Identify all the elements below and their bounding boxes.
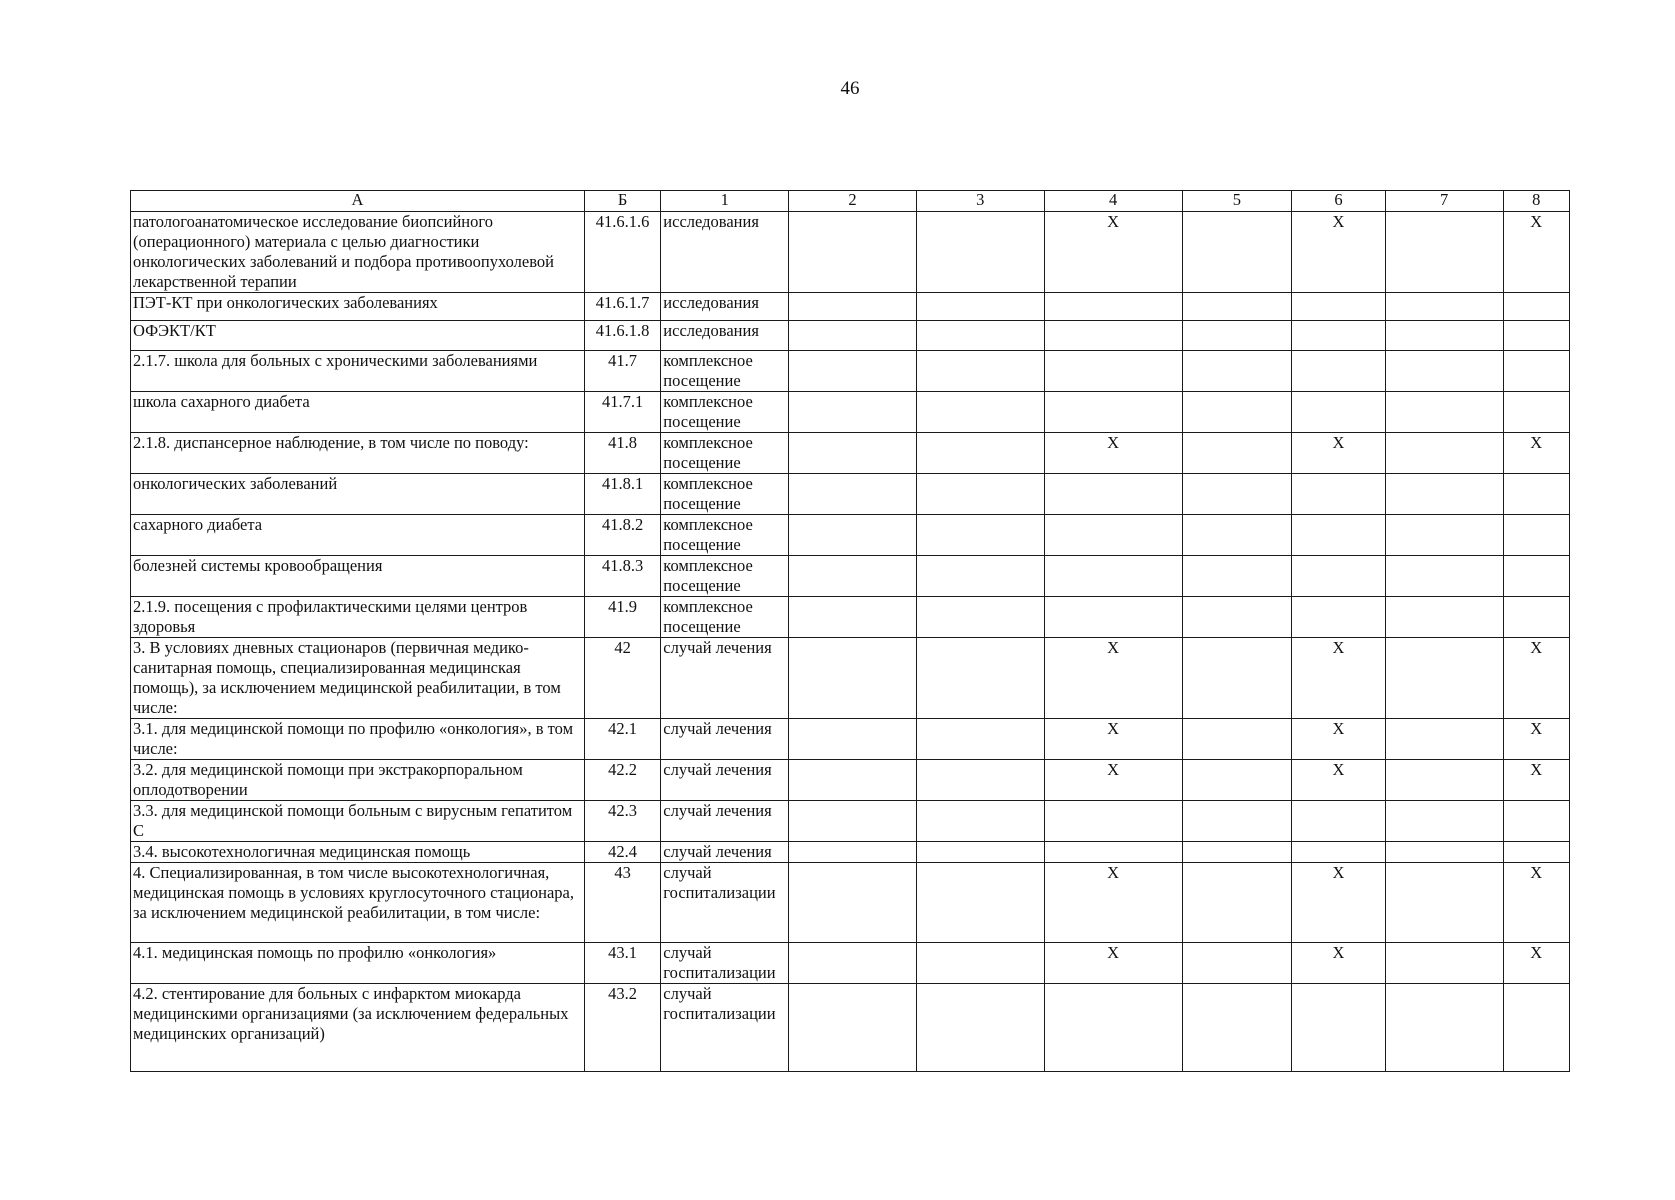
cell-col6	[1292, 597, 1386, 638]
cell-col6	[1292, 801, 1386, 842]
cell-code: 41.8.1	[584, 474, 660, 515]
cell-col4	[1044, 474, 1182, 515]
cell-col6	[1292, 842, 1386, 863]
cell-col3	[916, 760, 1044, 801]
header-cell-b: Б	[584, 191, 660, 212]
cell-col3	[916, 293, 1044, 321]
cell-col5	[1182, 474, 1292, 515]
cell-col5	[1182, 293, 1292, 321]
cell-name: 3.3. для медицинской помощи больным с вирусным гепатитом С	[131, 801, 585, 842]
header-cell-2: 2	[789, 191, 917, 212]
cell-name: 3. В условиях дневных стационаров (первичная медико-санитарная помощь, специализированная медицинская помощь), за исключением медицинской реабилитации, в том числе:	[131, 638, 585, 719]
cell-code: 41.8	[584, 433, 660, 474]
cell-unit: случай госпитализации	[661, 863, 789, 943]
cell-unit: комплексное посещение	[661, 474, 789, 515]
cell-name: 3.1. для медицинской помощи по профилю «онкология», в том числе:	[131, 719, 585, 760]
cell-col7	[1385, 212, 1503, 293]
cell-code: 43.1	[584, 943, 660, 984]
cell-col5	[1182, 321, 1292, 351]
cell-col5	[1182, 719, 1292, 760]
table-row	[131, 392, 1570, 433]
cell-col3	[916, 474, 1044, 515]
table-row	[131, 433, 1570, 474]
header-cell-a: А	[131, 191, 585, 212]
cell-col4	[1044, 293, 1182, 321]
cell-col4	[1044, 984, 1182, 1072]
cell-code: 42.1	[584, 719, 660, 760]
cell-code: 41.9	[584, 597, 660, 638]
cell-col7	[1385, 801, 1503, 842]
cell-col2	[789, 474, 917, 515]
cell-col7	[1385, 351, 1503, 392]
cell-code: 41.6.1.6	[584, 212, 660, 293]
cell-col7	[1385, 433, 1503, 474]
header-cell-3: 3	[916, 191, 1044, 212]
cell-col6: Х	[1292, 760, 1386, 801]
cell-unit: случай лечения	[661, 760, 789, 801]
cell-name: ПЭТ-КТ при онкологических заболеваниях	[131, 293, 585, 321]
cell-name: патологоанатомическое исследование биопсийного (операционного) материала с целью диагностики онкологических заболеваний и подбора противоопухолевой лекарственной терапии	[131, 212, 585, 293]
cell-col8: Х	[1503, 943, 1569, 984]
cell-unit: исследования	[661, 321, 789, 351]
table-row	[131, 719, 1570, 760]
cell-col3	[916, 351, 1044, 392]
cell-col4	[1044, 556, 1182, 597]
cell-unit: комплексное посещение	[661, 392, 789, 433]
cell-col3	[916, 556, 1044, 597]
table-row	[131, 801, 1570, 842]
cell-unit: комплексное посещение	[661, 597, 789, 638]
cell-col3	[916, 392, 1044, 433]
cell-unit: комплексное посещение	[661, 515, 789, 556]
cell-col4: Х	[1044, 212, 1182, 293]
cell-col8	[1503, 321, 1569, 351]
table-row	[131, 556, 1570, 597]
cell-code: 41.7.1	[584, 392, 660, 433]
cell-col2	[789, 556, 917, 597]
cell-col4: Х	[1044, 719, 1182, 760]
cell-col4	[1044, 321, 1182, 351]
cell-col6: Х	[1292, 212, 1386, 293]
table-row	[131, 212, 1570, 293]
cell-col2	[789, 515, 917, 556]
cell-col7	[1385, 863, 1503, 943]
cell-col6: Х	[1292, 943, 1386, 984]
data-table	[130, 190, 1570, 1072]
cell-col8	[1503, 474, 1569, 515]
cell-col4: Х	[1044, 433, 1182, 474]
cell-col8	[1503, 556, 1569, 597]
cell-col3	[916, 638, 1044, 719]
cell-unit: случай госпитализации	[661, 984, 789, 1072]
cell-col8: Х	[1503, 212, 1569, 293]
cell-col6	[1292, 556, 1386, 597]
table-row	[131, 474, 1570, 515]
cell-col4	[1044, 515, 1182, 556]
cell-col2	[789, 801, 917, 842]
cell-col2	[789, 392, 917, 433]
cell-col3	[916, 212, 1044, 293]
cell-col2	[789, 984, 917, 1072]
cell-code: 43	[584, 863, 660, 943]
cell-col8: Х	[1503, 719, 1569, 760]
cell-col6	[1292, 293, 1386, 321]
cell-col4: Х	[1044, 760, 1182, 801]
cell-col7	[1385, 943, 1503, 984]
cell-col6	[1292, 474, 1386, 515]
cell-col7	[1385, 638, 1503, 719]
table-row	[131, 943, 1570, 984]
cell-col5	[1182, 943, 1292, 984]
cell-col5	[1182, 801, 1292, 842]
cell-name: 2.1.9. посещения с профилактическими целями центров здоровья	[131, 597, 585, 638]
cell-col4	[1044, 597, 1182, 638]
table-row	[131, 515, 1570, 556]
cell-col2	[789, 863, 917, 943]
cell-col7	[1385, 984, 1503, 1072]
cell-col5	[1182, 984, 1292, 1072]
cell-code: 41.6.1.7	[584, 293, 660, 321]
cell-col5	[1182, 433, 1292, 474]
cell-code: 41.7	[584, 351, 660, 392]
cell-col3	[916, 842, 1044, 863]
cell-col7	[1385, 515, 1503, 556]
cell-col8: Х	[1503, 863, 1569, 943]
cell-code: 42.2	[584, 760, 660, 801]
table-body	[131, 212, 1570, 1072]
cell-col4: Х	[1044, 863, 1182, 943]
cell-col8	[1503, 351, 1569, 392]
cell-col3	[916, 433, 1044, 474]
cell-col7	[1385, 760, 1503, 801]
cell-col7	[1385, 719, 1503, 760]
cell-unit: комплексное посещение	[661, 556, 789, 597]
cell-col2	[789, 719, 917, 760]
cell-col3	[916, 321, 1044, 351]
cell-col7	[1385, 474, 1503, 515]
cell-col6: Х	[1292, 433, 1386, 474]
cell-col7	[1385, 392, 1503, 433]
cell-col4	[1044, 842, 1182, 863]
cell-name: 2.1.8. диспансерное наблюдение, в том числе по поводу:	[131, 433, 585, 474]
cell-col3	[916, 984, 1044, 1072]
cell-col3	[916, 597, 1044, 638]
cell-code: 41.8.2	[584, 515, 660, 556]
cell-name: ОФЭКТ/КТ	[131, 321, 585, 351]
cell-col7	[1385, 556, 1503, 597]
cell-col7	[1385, 842, 1503, 863]
cell-col5	[1182, 515, 1292, 556]
cell-col6	[1292, 984, 1386, 1072]
cell-code: 41.6.1.8	[584, 321, 660, 351]
table-row	[131, 638, 1570, 719]
cell-code: 42.4	[584, 842, 660, 863]
cell-name: 4.1. медицинская помощь по профилю «онкология»	[131, 943, 585, 984]
cell-code: 42	[584, 638, 660, 719]
cell-col2	[789, 943, 917, 984]
table-row	[131, 863, 1570, 943]
table-row	[131, 984, 1570, 1072]
cell-col3	[916, 801, 1044, 842]
cell-unit: случай госпитализации	[661, 943, 789, 984]
header-cell-6: 6	[1292, 191, 1386, 212]
cell-col6	[1292, 515, 1386, 556]
cell-col5	[1182, 638, 1292, 719]
cell-col4: Х	[1044, 943, 1182, 984]
cell-col7	[1385, 293, 1503, 321]
cell-col5	[1182, 597, 1292, 638]
cell-col7	[1385, 597, 1503, 638]
cell-col5	[1182, 392, 1292, 433]
table-row	[131, 760, 1570, 801]
cell-col5	[1182, 842, 1292, 863]
cell-col5	[1182, 760, 1292, 801]
cell-col4	[1044, 351, 1182, 392]
cell-col2	[789, 638, 917, 719]
cell-col6	[1292, 321, 1386, 351]
cell-col6: Х	[1292, 638, 1386, 719]
cell-col2	[789, 351, 917, 392]
cell-col8	[1503, 293, 1569, 321]
cell-col6: Х	[1292, 719, 1386, 760]
cell-col8	[1503, 515, 1569, 556]
cell-col4	[1044, 392, 1182, 433]
cell-col2	[789, 321, 917, 351]
table-row	[131, 351, 1570, 392]
cell-col3	[916, 515, 1044, 556]
cell-name: 4.2. стентирование для больных с инфарктом миокарда медицинскими организациями (за исключением федеральных медицинских организаций)	[131, 984, 585, 1072]
cell-col8: Х	[1503, 760, 1569, 801]
cell-col3	[916, 943, 1044, 984]
cell-name: 2.1.7. школа для больных с хроническими заболеваниями	[131, 351, 585, 392]
header-cell-7: 7	[1385, 191, 1503, 212]
cell-code: 42.3	[584, 801, 660, 842]
cell-col8	[1503, 597, 1569, 638]
cell-col6: Х	[1292, 863, 1386, 943]
table-row	[131, 293, 1570, 321]
cell-unit: комплексное посещение	[661, 433, 789, 474]
cell-col6	[1292, 351, 1386, 392]
cell-col7	[1385, 321, 1503, 351]
cell-col8	[1503, 984, 1569, 1072]
table-row	[131, 597, 1570, 638]
cell-col2	[789, 842, 917, 863]
cell-unit: случай лечения	[661, 638, 789, 719]
page-number: 46	[840, 78, 860, 99]
cell-col5	[1182, 351, 1292, 392]
cell-col2	[789, 760, 917, 801]
cell-col8	[1503, 801, 1569, 842]
cell-col4: Х	[1044, 638, 1182, 719]
cell-col6	[1292, 392, 1386, 433]
header-row	[131, 191, 1570, 212]
cell-col8	[1503, 392, 1569, 433]
cell-unit: случай лечения	[661, 719, 789, 760]
cell-name: болезней системы кровообращения	[131, 556, 585, 597]
cell-col4	[1044, 801, 1182, 842]
cell-unit: случай лечения	[661, 842, 789, 863]
cell-unit: случай лечения	[661, 801, 789, 842]
cell-name: 4. Специализированная, в том числе высокотехнологичная, медицинская помощь в условиях круглосуточного стационара, за исключением медицинской реабилитации, в том числе:	[131, 863, 585, 943]
header-cell-4: 4	[1044, 191, 1182, 212]
cell-unit: комплексное посещение	[661, 351, 789, 392]
table-row	[131, 321, 1570, 351]
cell-col2	[789, 433, 917, 474]
cell-unit: исследования	[661, 293, 789, 321]
cell-col5	[1182, 863, 1292, 943]
cell-name: 3.2. для медицинской помощи при экстракорпоральном оплодотворении	[131, 760, 585, 801]
table-row	[131, 842, 1570, 863]
cell-name: школа сахарного диабета	[131, 392, 585, 433]
cell-col2	[789, 597, 917, 638]
cell-col2	[789, 293, 917, 321]
cell-unit: исследования	[661, 212, 789, 293]
cell-col5	[1182, 556, 1292, 597]
cell-col3	[916, 719, 1044, 760]
cell-col8: Х	[1503, 638, 1569, 719]
cell-name: сахарного диабета	[131, 515, 585, 556]
header-cell-5: 5	[1182, 191, 1292, 212]
header-cell-1: 1	[661, 191, 789, 212]
cell-col8: Х	[1503, 433, 1569, 474]
cell-code: 41.8.3	[584, 556, 660, 597]
cell-code: 43.2	[584, 984, 660, 1072]
cell-col8	[1503, 842, 1569, 863]
cell-col5	[1182, 212, 1292, 293]
cell-col2	[789, 212, 917, 293]
cell-col3	[916, 863, 1044, 943]
cell-name: онкологических заболеваний	[131, 474, 585, 515]
cell-name: 3.4. высокотехнологичная медицинская помощь	[131, 842, 585, 863]
header-cell-8: 8	[1503, 191, 1569, 212]
